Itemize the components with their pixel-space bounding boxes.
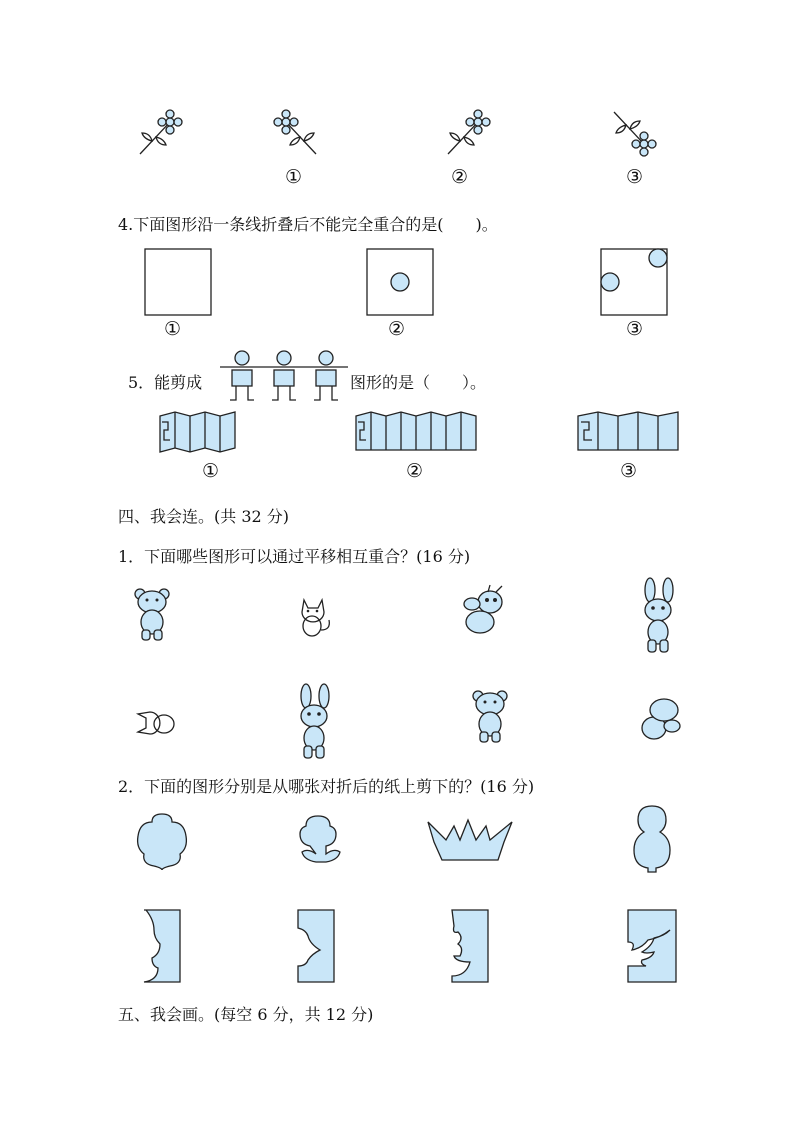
q4-label-1: ①: [164, 318, 182, 340]
q4-label-2: ②: [388, 318, 406, 340]
question-4-text: 4.下面图形沿一条线折叠后不能完全重合的是( )。: [118, 215, 498, 234]
square-plain: [144, 248, 212, 316]
flower-option-3: [610, 108, 660, 158]
square-with-center-circle: [366, 248, 434, 316]
folded-paper-a: [142, 908, 182, 984]
q4-label-3: ③: [626, 318, 644, 340]
rabbit-icon: [636, 578, 680, 654]
q5-label-1: ①: [202, 460, 220, 482]
flower-label-3: ③: [626, 166, 644, 188]
bear-icon: [132, 588, 172, 642]
flower-option-1: [270, 108, 320, 158]
flower-label-1: ①: [285, 166, 303, 188]
q5-label-3: ③: [620, 460, 638, 482]
cut-shape-grass: [428, 818, 512, 862]
flower-option-2: [444, 108, 494, 158]
question-5-prefix: 5．能剪成: [128, 373, 203, 392]
bee-rotated-icon: [626, 694, 684, 746]
flower-reference: [136, 108, 186, 158]
question-4-1-text: 1．下面哪些图形可以通过平移相互重合？(16 分): [118, 547, 471, 566]
q5-label-2: ②: [406, 460, 424, 482]
folded-paper-b: [296, 908, 336, 984]
section-5-title: 五、我会画。(每空 6 分，共 12 分): [118, 1005, 374, 1024]
bee-icon: [460, 584, 516, 640]
question-5-suffix: 图形的是（ ）。: [350, 373, 487, 392]
cat-icon: [292, 596, 336, 640]
question-4-2-text: 2．下面的图形分别是从哪张对折后的纸上剪下的？(16 分): [118, 777, 535, 796]
cat-rotated-icon: [132, 700, 178, 742]
cut-shape-tree: [294, 812, 344, 868]
folded-paper-3: [578, 412, 682, 452]
cut-shape-double-circle: [632, 804, 672, 874]
flower-label-2: ②: [451, 166, 469, 188]
folded-paper-1: [160, 412, 236, 452]
bear-icon-2: [470, 690, 510, 744]
cut-shape-gourd: [134, 812, 190, 872]
folded-paper-c: [450, 908, 490, 984]
section-4-title: 四、我会连。(共 32 分): [118, 507, 290, 526]
folded-paper-d: [626, 908, 678, 984]
paper-figures-target: [220, 350, 348, 404]
square-with-corner-circles: [600, 248, 668, 316]
folded-paper-2: [356, 412, 476, 452]
rabbit-icon-2: [292, 684, 336, 760]
